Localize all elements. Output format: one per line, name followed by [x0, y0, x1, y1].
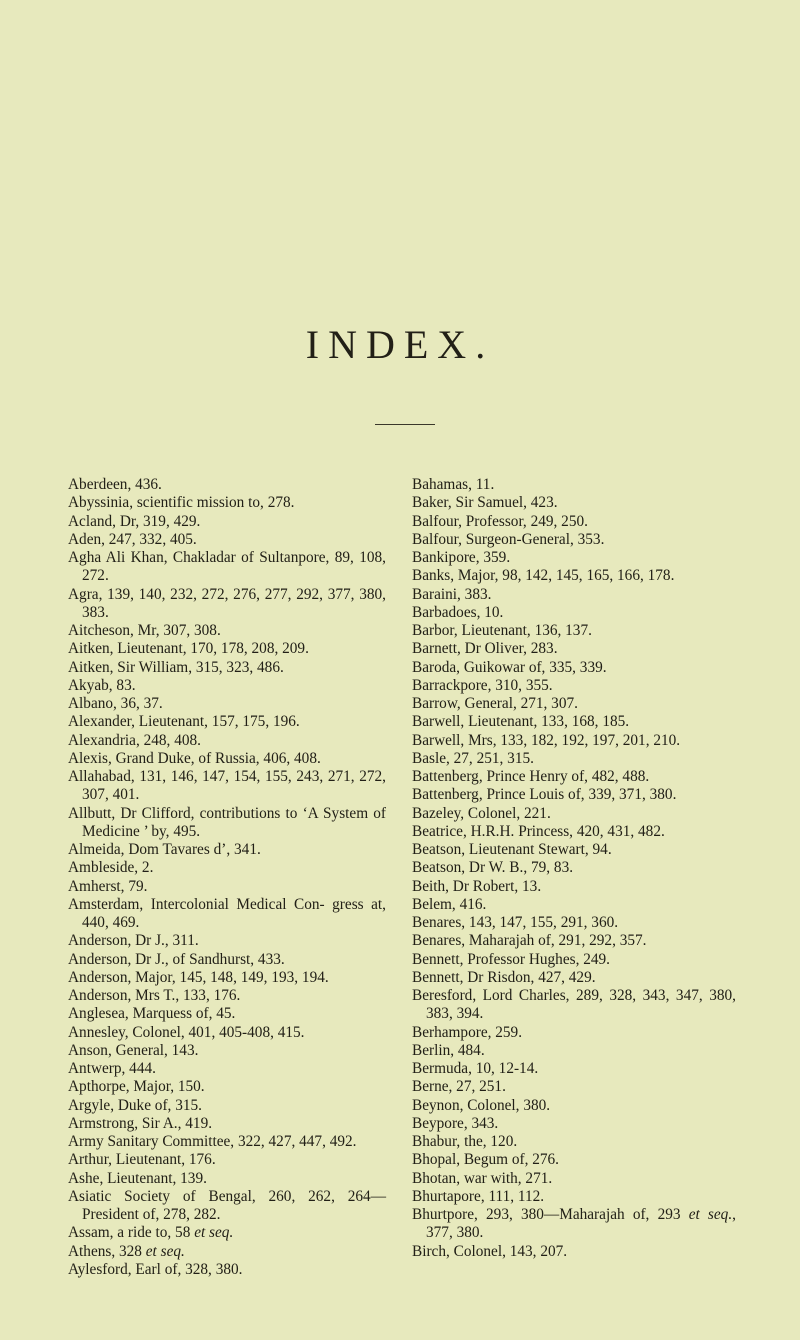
index-entry: Aitcheson, Mr, 307, 308.	[68, 622, 221, 639]
index-entry: Antwerp, 444.	[68, 1060, 156, 1077]
index-entry: Bhabur, the, 120.	[412, 1133, 518, 1150]
index-entry: Allbutt, Dr Clifford, contributions to ‘A System of Medicine ’ by, 495.	[68, 804, 386, 840]
index-entry: Alexander, Lieutenant, 157, 175, 196.	[68, 713, 300, 731]
index-entry: Bhurtpore, 293, 380—Maharajah of, 293 et seq., 377, 380.	[412, 1206, 736, 1242]
index-entry: Barbor, Lieutenant, 136, 137.	[412, 622, 592, 639]
index-entry: Anglesea, Marquess of, 45.	[68, 1005, 236, 1023]
index-entry: Bhopal, Begum of, 276.	[412, 1151, 560, 1169]
index-entry: Amsterdam, Intercolonial Medical Con- gress at, 440, 469.	[68, 895, 386, 931]
index-entry: Bankipore, 359.	[412, 549, 511, 566]
index-entry: Agra, 139, 140, 232, 272, 276, 277, 292, 377, 380, 383.	[68, 585, 386, 621]
index-entry: Beith, Dr Robert, 13.	[412, 877, 542, 895]
index-entry: Annesley, Colonel, 401, 405-408, 415.	[68, 1023, 305, 1041]
index-entry: Bhurtapore, 111, 112.	[412, 1187, 545, 1205]
index-entry: Anderson, Dr J., 311.	[68, 932, 199, 950]
index-entry: Bahamas, 11.	[412, 476, 495, 493]
index-entry: Armstrong, Sir A., 419.	[68, 1114, 213, 1132]
index-entry: Acland, Dr, 319, 429.	[68, 512, 201, 530]
index-entry: Allahabad, 131, 146, 147, 154, 155, 243, 271, 272, 307, 401.	[68, 768, 386, 804]
index-entry: Benares, Maharajah of, 291, 292, 357.	[412, 932, 647, 950]
index-entry: Athens, 328 et seq.	[68, 1242, 185, 1260]
index-entry: Ambleside, 2.	[68, 859, 154, 877]
index-entry: Aitken, Sir William, 315, 323, 486.	[68, 658, 284, 676]
index-entry: Beresford, Lord Charles, 289, 328, 343, 347, 380, 383, 394.	[412, 987, 736, 1023]
page-title: INDEX.	[305, 322, 495, 367]
index-entry: Abyssinia, scientific mission to, 278.	[68, 494, 295, 512]
index-column-left	[68, 476, 386, 1279]
index-entry: Berne, 27, 251.	[412, 1078, 506, 1096]
index-entry: Anson, General, 143.	[68, 1041, 199, 1059]
index-entry: Apthorpe, Major, 150.	[68, 1078, 205, 1096]
index-entry: Aden, 247, 332, 405.	[68, 530, 197, 548]
index-entry: Barnett, Dr Oliver, 283.	[412, 640, 558, 658]
index-entry: Balfour, Surgeon-General, 353.	[412, 530, 605, 548]
index-entry: Banks, Major, 98, 142, 145, 165, 166, 178.	[412, 567, 675, 585]
index-entry: Barrackpore, 310, 355.	[412, 676, 553, 694]
index-entry: Arthur, Lieutenant, 176.	[68, 1151, 216, 1169]
index-entry: Battenberg, Prince Henry of, 482, 488.	[412, 768, 650, 785]
index-column-right	[412, 476, 736, 1261]
index-entry: Almeida, Dom Tavares d’, 341.	[68, 841, 261, 858]
index-entry: Barrow, General, 271, 307.	[412, 695, 578, 712]
index-entry: Barwell, Lieutenant, 133, 168, 185.	[412, 713, 630, 731]
index-entry: Barwell, Mrs, 133, 182, 192, 197, 201, 210.	[412, 731, 681, 749]
index-entry: Beatson, Dr W. B., 79, 83.	[412, 859, 574, 877]
index-entry: Battenberg, Prince Louis of, 339, 371, 380.	[412, 786, 677, 804]
index-entry: Anderson, Mrs T., 133, 176.	[68, 987, 241, 1004]
index-entry: Ashe, Lieutenant, 139.	[68, 1169, 207, 1187]
index-entry: Akyab, 83.	[68, 676, 136, 694]
index-entry: Bazeley, Colonel, 221.	[412, 804, 551, 822]
index-entry: Anderson, Dr J., of Sandhurst, 433.	[68, 950, 285, 968]
index-entry: Aylesford, Earl of, 328, 380.	[68, 1260, 243, 1278]
index-entry: Bennett, Professor Hughes, 249.	[412, 950, 610, 968]
index-entry: Anderson, Major, 145, 148, 149, 193, 194.	[68, 968, 329, 986]
index-entry: Aberdeen, 436.	[68, 476, 162, 493]
index-entry: Army Sanitary Committee, 322, 427, 447, 492.	[68, 1133, 357, 1150]
index-entry: Alexis, Grand Duke, of Russia, 406, 408.	[68, 749, 321, 767]
index-entry: Birch, Colonel, 143, 207.	[412, 1242, 568, 1260]
index-entry: Basle, 27, 251, 315.	[412, 749, 534, 767]
index-entry: Beatson, Lieutenant Stewart, 94.	[412, 841, 612, 858]
index-entry: Bhotan, war with, 271.	[412, 1169, 553, 1187]
index-entry: Bermuda, 10, 12-14.	[412, 1060, 539, 1077]
index-entry: Berlin, 484.	[412, 1041, 485, 1059]
index-entry: Baroda, Guikowar of, 335, 339.	[412, 658, 607, 676]
index-entry: Belem, 416.	[412, 895, 487, 913]
index-entry: Benares, 143, 147, 155, 291, 360.	[412, 914, 619, 931]
index-entry: Baraini, 383.	[412, 585, 492, 603]
index-entry: Assam, a ride to, 58 et seq.	[68, 1224, 234, 1242]
index-entry: Asiatic Society of Bengal, 260, 262, 264— President of, 278, 282.	[68, 1187, 386, 1223]
index-entry: Berhampore, 259.	[412, 1023, 523, 1041]
index-entry: Balfour, Professor, 249, 250.	[412, 512, 588, 530]
index-entry: Beypore, 343.	[412, 1114, 499, 1132]
index-entry: Alexandria, 248, 408.	[68, 731, 201, 749]
index-entry: Aitken, Lieutenant, 170, 178, 208, 209.	[68, 640, 309, 658]
index-entry: Bennett, Dr Risdon, 427, 429.	[412, 968, 596, 986]
index-entry: Agha Ali Khan, Chakladar of Sultanpore, 89, 108, 272.	[68, 549, 386, 585]
index-entry: Amherst, 79.	[68, 877, 148, 895]
index-entry: Baker, Sir Samuel, 423.	[412, 494, 558, 512]
index-entry: Beatrice, H.R.H. Princess, 420, 431, 482.	[412, 822, 665, 840]
index-entry: Albano, 36, 37.	[68, 695, 163, 712]
index-entry: Argyle, Duke of, 315.	[68, 1096, 202, 1114]
index-entry: Beynon, Colonel, 380.	[412, 1096, 551, 1114]
index-entry: Barbadoes, 10.	[412, 603, 504, 621]
title-rule	[375, 424, 435, 425]
